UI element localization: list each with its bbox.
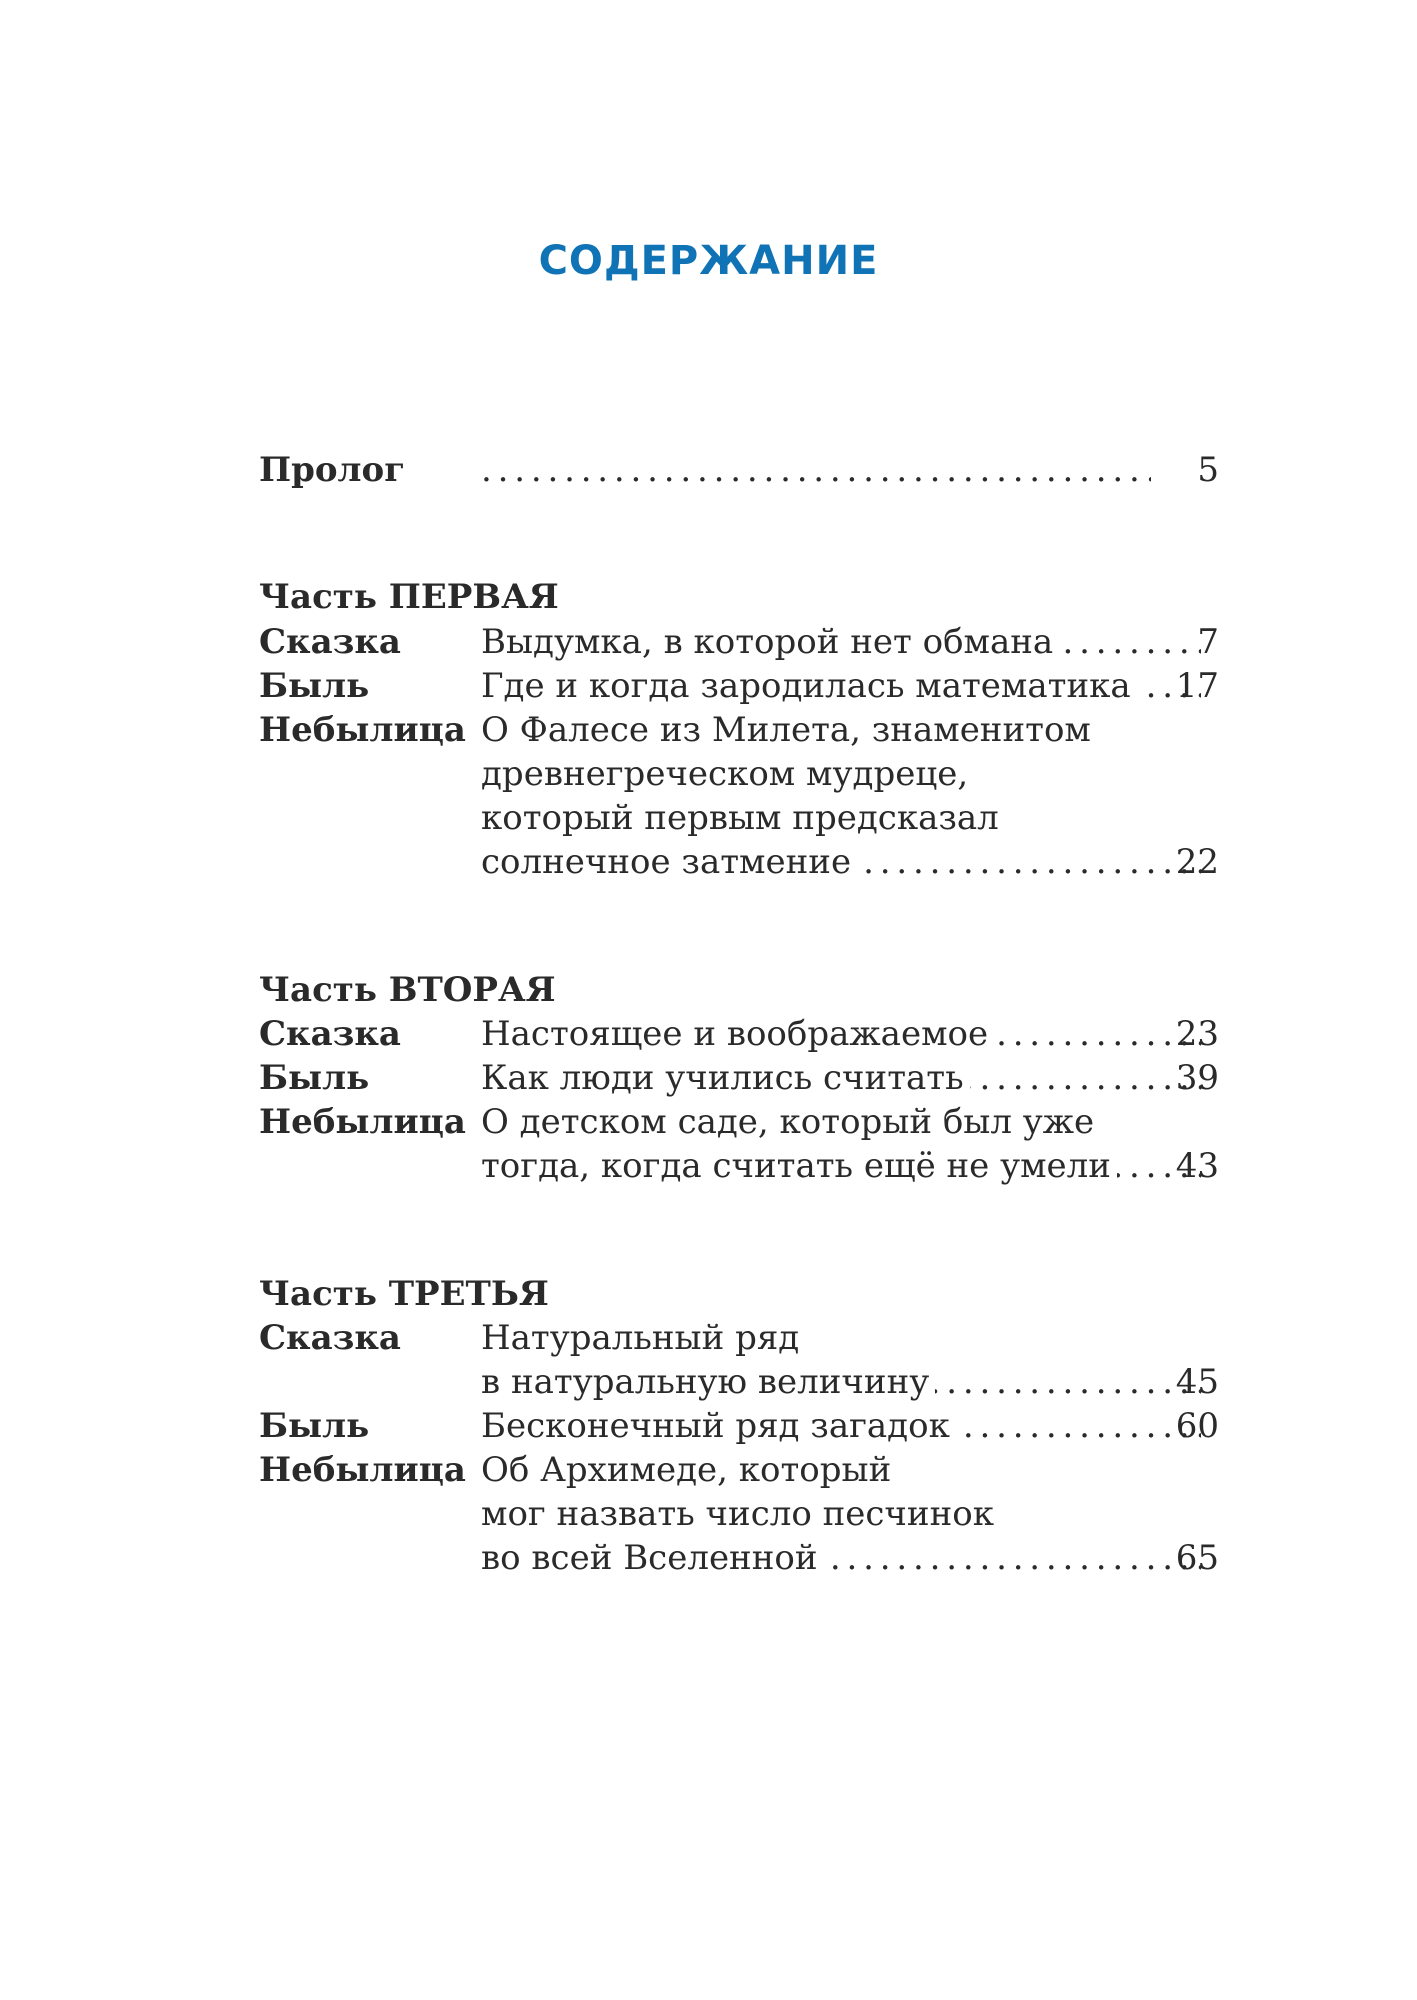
toc-entry-continuation bbox=[259, 840, 1219, 884]
toc-page-number: 22 bbox=[1175, 842, 1219, 882]
toc-entry-label: Небылица bbox=[259, 1450, 466, 1490]
toc-entry[interactable] bbox=[259, 1404, 1219, 1448]
toc-page-number: 7 bbox=[1197, 622, 1219, 662]
toc-entry-text: Бесконечный ряд загадок . . . bbox=[481, 1404, 1201, 1448]
toc-entry[interactable] bbox=[259, 708, 1219, 752]
toc-page-number: 60 bbox=[1175, 1406, 1219, 1446]
toc-entry-text: Настоящее и воображаемое . . . bbox=[481, 1012, 1201, 1056]
part-heading-text: Часть ПЕРВАЯ bbox=[259, 577, 559, 617]
toc-entry-text: тогда, когда считать ещё не умели . . . bbox=[481, 1144, 1201, 1188]
part-heading-text: Часть ТРЕТЬЯ bbox=[259, 1274, 549, 1314]
toc-entry[interactable] bbox=[259, 1448, 1219, 1492]
part-heading bbox=[259, 1272, 1219, 1316]
toc-page-number: 65 bbox=[1175, 1538, 1219, 1578]
toc-entry-continuation bbox=[259, 1360, 1219, 1404]
toc-entry-text: Как люди учились считать . . . bbox=[481, 1056, 1201, 1100]
dot-leader bbox=[481, 448, 1151, 492]
toc-entry[interactable] bbox=[259, 664, 1219, 708]
toc-entry[interactable] bbox=[259, 1056, 1219, 1100]
toc-entry-label: Быль bbox=[259, 1058, 370, 1098]
toc-page-number: 17 bbox=[1175, 666, 1219, 706]
toc-entry-continuation bbox=[259, 1536, 1219, 1580]
toc-entry-text: Натуральный ряд bbox=[481, 1316, 1201, 1360]
toc-entry-label: Сказка bbox=[259, 1014, 401, 1054]
toc-entry-text: Где и когда зародилась математика . . . bbox=[481, 664, 1201, 708]
toc-entry-text: мог назвать число песчинок bbox=[481, 1492, 1201, 1536]
toc-entry-continuation bbox=[259, 1492, 1219, 1536]
toc-entry-label: Небылица bbox=[259, 1102, 466, 1142]
toc-entry-text: во всей Вселенной . . . bbox=[481, 1536, 1201, 1580]
toc-entry-continuation bbox=[259, 796, 1219, 840]
toc-entry-label: Небылица bbox=[259, 710, 466, 750]
toc-page-number: 45 bbox=[1175, 1362, 1219, 1402]
toc-entry-label: Сказка bbox=[259, 622, 401, 662]
toc-entry-label: Пролог bbox=[259, 450, 406, 490]
part-heading bbox=[259, 968, 1219, 1012]
toc-page-number: 39 bbox=[1175, 1058, 1219, 1098]
toc-entry-text: Выдумка, в которой нет обмана . . . bbox=[481, 620, 1201, 664]
toc-page-number: 5 bbox=[1197, 450, 1219, 490]
toc-entry-text: О Фалесе из Милета, знаменитом bbox=[481, 708, 1201, 752]
toc-entry-label: Сказка bbox=[259, 1318, 401, 1358]
toc-page-number: 43 bbox=[1175, 1146, 1219, 1186]
toc-entry-label: Быль bbox=[259, 1406, 370, 1446]
toc-entry-continuation bbox=[259, 1144, 1219, 1188]
toc-page-number: 23 bbox=[1175, 1014, 1219, 1054]
toc-entry-continuation bbox=[259, 752, 1219, 796]
part-heading bbox=[259, 575, 1219, 619]
toc-entry-prologue[interactable] bbox=[259, 448, 1219, 492]
toc-entry-text: Об Архимеде, который bbox=[481, 1448, 1201, 1492]
toc-entry[interactable] bbox=[259, 1012, 1219, 1056]
toc-entry-text: О детском саде, который был уже bbox=[481, 1100, 1201, 1144]
toc-entry[interactable] bbox=[259, 1316, 1219, 1360]
toc-entry[interactable] bbox=[259, 1100, 1219, 1144]
page-title: СОДЕРЖАНИЕ bbox=[538, 238, 879, 284]
part-heading-text: Часть ВТОРАЯ bbox=[259, 970, 556, 1010]
toc-entry-text: солнечное затмение . . . bbox=[481, 840, 1201, 884]
toc-entry-text: который первым предсказал bbox=[481, 796, 1201, 840]
toc-entry-label: Быль bbox=[259, 666, 370, 706]
toc-entry[interactable] bbox=[259, 620, 1219, 664]
toc-entry-text: в натуральную величину . . . bbox=[481, 1360, 1201, 1404]
toc-entry-text: древнегреческом мудреце, bbox=[481, 752, 1201, 796]
